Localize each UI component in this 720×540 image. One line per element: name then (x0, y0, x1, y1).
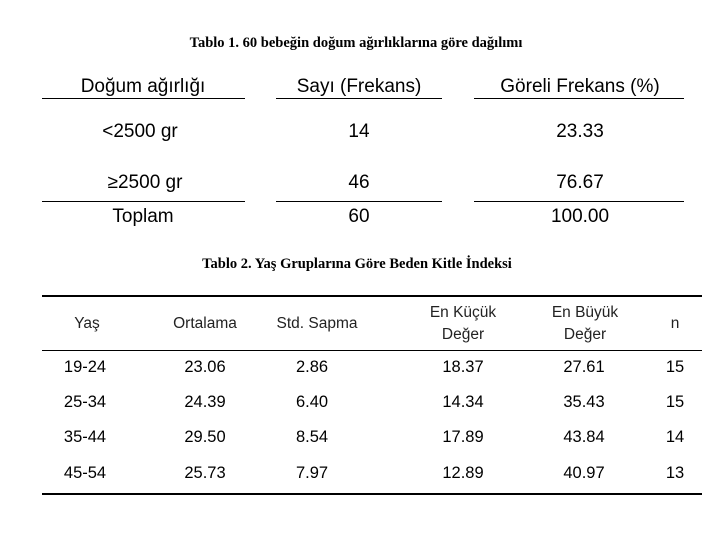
table1-cell: ≥2500 gr (107, 172, 183, 193)
table2-title: Tablo 2. Yaş Gruplarına Göre Beden Kitle İndeksi (202, 256, 512, 272)
table2-cell: 40.97 (563, 464, 605, 482)
table2-header-max: En Büyük Değer (551, 304, 619, 343)
table2-cell: 19-24 (63, 358, 107, 376)
table2-header-std: Std. Sapma (276, 315, 358, 332)
table2-cell: 15 (665, 358, 685, 376)
table2-cell: 18.37 (442, 358, 484, 376)
table2-cell: 2.86 (295, 358, 329, 376)
table1-cell: 60 (348, 206, 370, 227)
table1-header-rule (474, 98, 684, 99)
table1-header-rule (42, 98, 245, 99)
table1-cell: 23.33 (556, 121, 604, 142)
table1-cell: Toplam (112, 206, 174, 227)
table2-cell: 29.50 (184, 428, 226, 446)
table2-cell: 45-54 (63, 464, 107, 482)
table2-cell: 8.54 (295, 428, 329, 446)
table1-cell: 14 (348, 121, 370, 142)
table2-cell: 25.73 (184, 464, 226, 482)
table2-header-age: Yaş (74, 315, 100, 332)
table1-body-rule (42, 201, 245, 202)
table1-title: Tablo 1. 60 bebeğin doğum ağırlıklarına göre dağılımı (189, 35, 523, 51)
table2-cell: 15 (665, 393, 685, 411)
table2-cell: 35-44 (63, 428, 107, 446)
table2-bottom-rule (42, 493, 702, 495)
table2-cell: 14.34 (442, 393, 484, 411)
table1-header-relative-freq: Göreli Frekans (%) (500, 76, 660, 97)
table2-cell: 25-34 (63, 393, 107, 411)
table2-cell: 27.61 (563, 358, 605, 376)
table2-cell: 13 (665, 464, 685, 482)
table2-header-mean: Ortalama (173, 315, 237, 332)
table1-cell: 76.67 (556, 172, 604, 193)
table2-cell: 24.39 (184, 393, 226, 411)
table2-header-rule (42, 350, 702, 351)
table2-cell: 7.97 (295, 464, 329, 482)
table1-cell: 46 (348, 172, 370, 193)
table1-cell: 100.00 (550, 206, 610, 227)
table2-cell: 23.06 (184, 358, 226, 376)
table1-header-rule (276, 98, 442, 99)
table1-body-rule (474, 201, 684, 202)
table2-cell: 35.43 (563, 393, 605, 411)
table1-body-rule (276, 201, 442, 202)
table2-cell: 17.89 (442, 428, 484, 446)
table2-cell: 43.84 (563, 428, 605, 446)
table2-cell: 12.89 (442, 464, 484, 482)
table1-cell: <2500 gr (102, 121, 178, 142)
table1-header-count: Sayı (Frekans) (296, 76, 422, 97)
table1-header-birth-weight: Doğum ağırlığı (80, 76, 206, 97)
table2-cell: 14 (665, 428, 685, 446)
table2-header-min: En Küçük Değer (429, 304, 497, 343)
table2-header-n: n (670, 315, 680, 332)
table2-cell: 6.40 (295, 393, 329, 411)
table2-top-rule (42, 295, 702, 297)
